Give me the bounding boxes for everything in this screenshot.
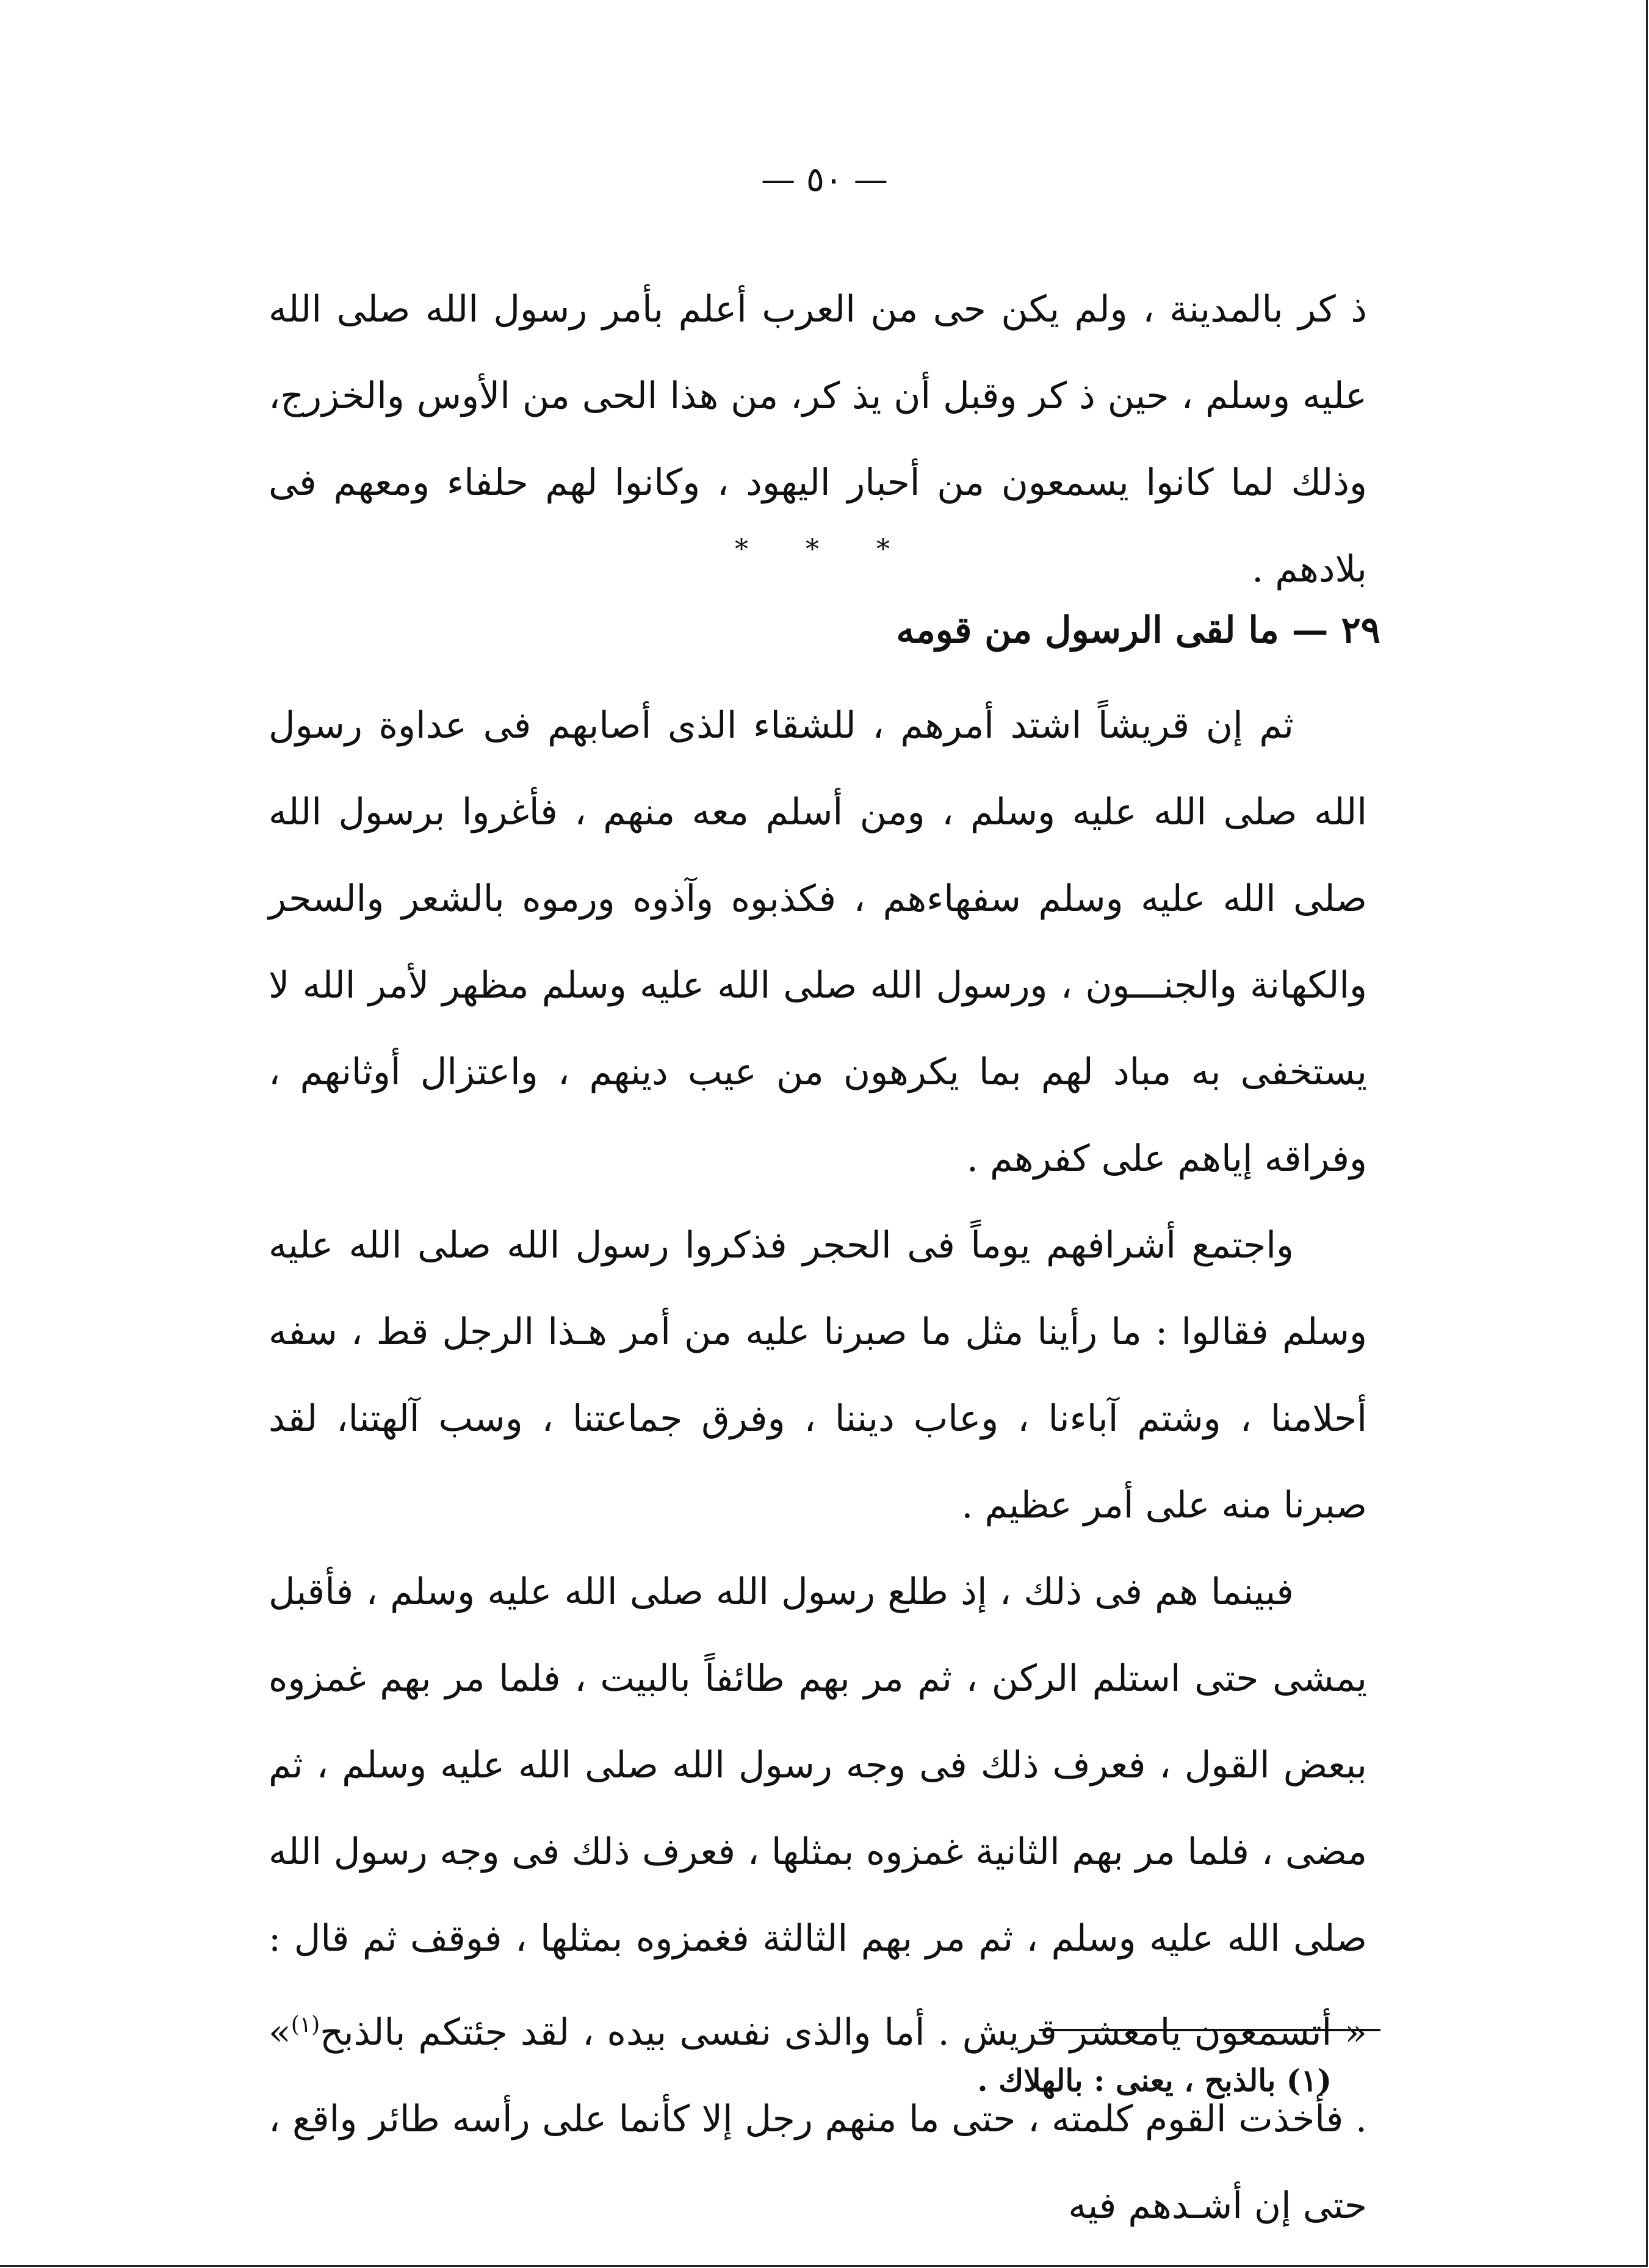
footnote-marker: (١): [290, 2012, 320, 2037]
paragraph-3-end: » . فأخذت القوم كلمته ، حتى ما منهم رجل إلا كأنما على رأسه طائر واقع ، حتى إن أشـدهم فيه: [269, 2011, 1367, 2227]
footnote: (١) بالذبح ، يعنى : بالهلاك .: [977, 2062, 1332, 2098]
section-separator: * * *: [735, 534, 914, 565]
section-number: ٢٩: [1341, 609, 1380, 652]
footnote-rule: [1039, 2029, 1380, 2031]
top-paragraph: ذ كر بالمدينة ، ولم يكن حى من العرب أعلم بأمر رسول الله صلى الله عليه وسلم ، حين ذ كر وقبل أن يذ كر، من هذا الحى من الأوس والخزرج، وذلك لما كانوا يسمعون من أحبار اليهود ، وكانوا لهم حلفاء ومعهم فى بلادهم .: [269, 288, 1367, 591]
paragraph-2: واجتمع أشرافهم يوماً فى الحجر فذكروا رسول الله صلى الله عليه وسلم فقالوا : ما رأينا مثل ما صبرنا عليه من أمر هـذا الرجل قط ، سفه أحلامنا ، وشتم آباءنا ، وعاب ديننا ، وفرق جماعتنا ، وسب آلهتنا، لقد صبرنا منه على أمر عظيم .: [269, 1224, 1367, 1527]
paragraph-1: ثم إن قريشاً اشتد أمرهم ، للشقاء الذى أصابهم فى عداوة رسول الله صلى الله عليه وسلم ، ومن أسلم معه منهم ، فأغروا برسول الله صلى الله عليه وسلم سفهاءهم ، فكذبوه وآذوه ورموه بالشعر والسحر والكهانة والجنـــون ، ورسول الله صلى الله عليه وسلم مظهر لأمر الله لا يستخفى به مباد لهم بما يكرهون من عيب دينهم ، واعتزال أوثانهم ، وفراقه إياهم على كفرهم .: [269, 704, 1367, 1180]
paragraph-3: [269, 1549, 1367, 2249]
section-title: ما لقى الرسول من قومه: [896, 609, 1279, 652]
section-heading: [896, 603, 1380, 658]
page-number: — ٥٠ —: [761, 160, 888, 200]
paragraph-3-text: فبينما هم فى ذلك ، إذ طلع رسول الله صلى الله عليه وسلم ، فأقبل يمشى حتى استلم الركن ، ثم مر بهم طائفاً بالبيت ، فلما مر بهم غمزوه ببعض القول ، فعرف ذلك فى وجه رسول الله صلى الله عليه وسلم ، ثم مضى ، فلما مر بهم الثانية غمزوه بمثلها ، فعرف ذلك فى وجه رسول الله صلى الله عليه وسلم ، ثم مر بهم الثالثة فغمزوه بمثلها ، فوقف ثم قال : « أتسمعون يامعشر قريش . أما والذى نفسى بيده ، لقد جئتكم بالذبح: [269, 1571, 1368, 2054]
body-text: [269, 682, 1367, 2249]
section-dash: —: [1291, 609, 1329, 652]
